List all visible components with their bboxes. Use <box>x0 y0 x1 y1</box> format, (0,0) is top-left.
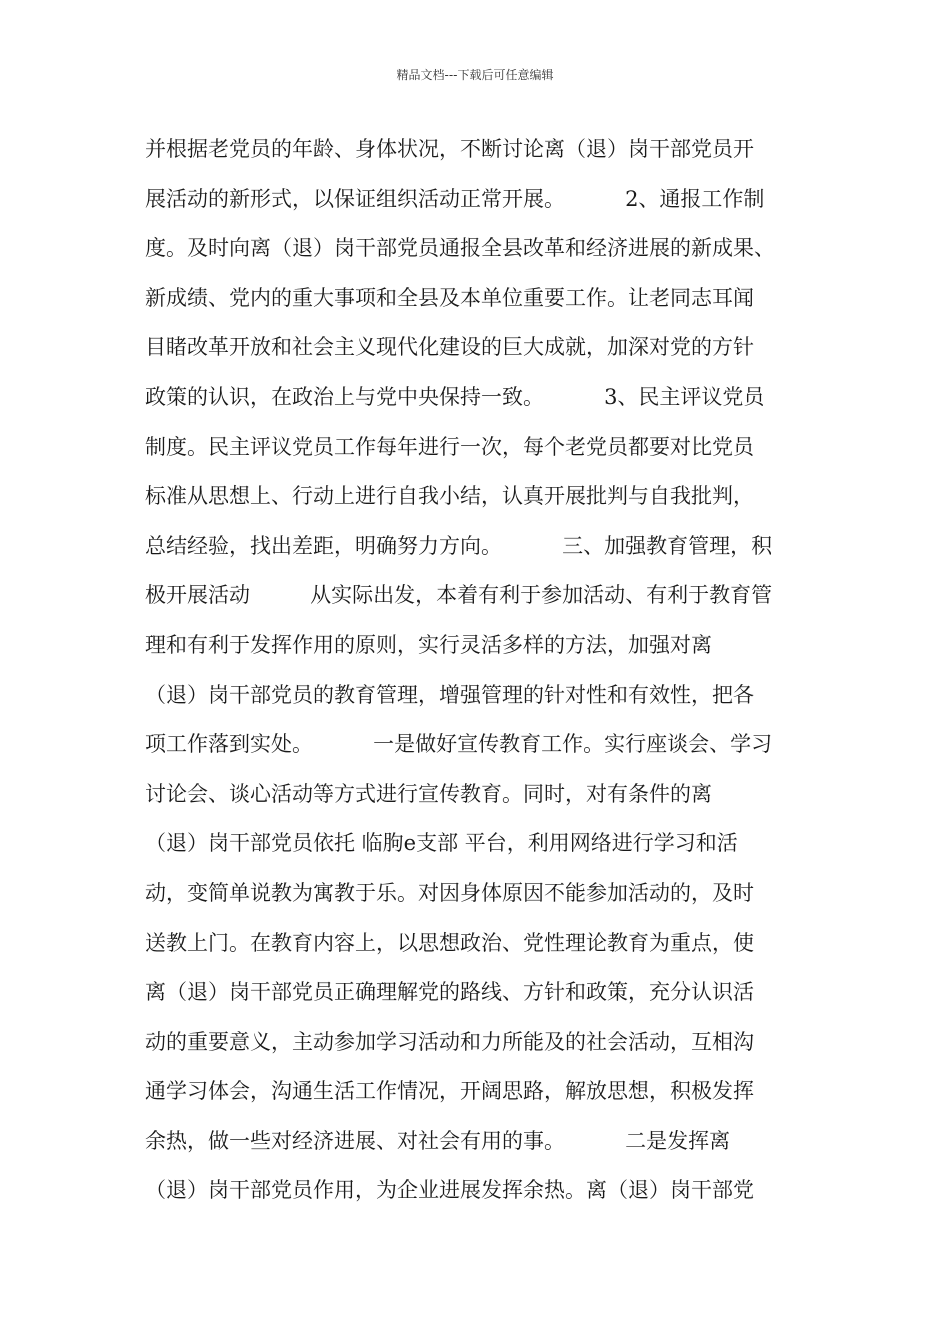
text-line: 制度。民主评议党员工作每年进行一次，每个老党员都要对比党员 <box>145 434 754 459</box>
text-line: 标准从思想上、行动上进行自我小结，认真开展批判与自我批判， <box>145 484 754 509</box>
text-line: 项工作落到实处。 一是做好宣传教育工作。实行座谈会、学习 <box>145 732 773 757</box>
text-line: 并根据老党员的年龄、身体状况，不断讨论离（退）岗干部党员开 <box>145 137 754 161</box>
document-body <box>145 125 825 1216</box>
text-line: 目睹改革开放和社会主义现代化建设的巨大成就，加深对党的方针 <box>145 335 754 360</box>
text-line: 总结经验，找出差距，明确努力方向。 三、加强教育管理，积 <box>145 533 773 558</box>
text-line: 余热，做一些对经济进展、对社会有用的事。 二是发挥离 <box>145 1128 731 1153</box>
text-line: 离（退）岗干部党员正确理解党的路线、方针和政策，充分认识活 <box>145 980 754 1005</box>
text-line: 政策的认识，在政治上与党中央保持一致。 3、民主评议党员 <box>145 384 765 409</box>
text-line: 动的重要意义，主动参加学习活动和力所能及的社会活动，互相沟 <box>145 1029 754 1054</box>
text-line: 度。及时向离（退）岗干部党员通报全县改革和经济进展的新成果、 <box>145 236 775 261</box>
text-line: （退）岗干部党员的教育管理，增强管理的针对性和有效性，把各 <box>145 682 754 707</box>
text-line: 极开展活动 从实际出发，本着有利于参加活动、有利于教育管 <box>145 583 773 608</box>
page-header: 精品文档---下载后可任意编辑 <box>396 68 554 82</box>
text-line: 通学习体会，沟通生活工作情况，开阔思路，解放思想，积极发挥 <box>145 1079 754 1104</box>
text-line: 讨论会、谈心活动等方式进行宣传教育。同时，对有条件的离 <box>145 781 712 806</box>
text-line: 展活动的新形式，以保证组织活动正常开展。 2、通报工作制 <box>145 186 765 211</box>
text-line: 新成绩、党内的重大事项和全县及本单位重要工作。让老同志耳闻 <box>145 285 754 310</box>
text-line: （退）岗干部党员作用，为企业进展发挥余热。离（退）岗干部党 <box>145 1178 754 1203</box>
text-line: 送教上门。在教育内容上，以思想政治、党性理论教育为重点，使 <box>145 930 754 955</box>
text-line: （退）岗干部党员依托 临朐e支部 平台，利用网络进行学习和活 <box>145 831 738 856</box>
text-line: 理和有利于发挥作用的原则，实行灵活多样的方法，加强对离 <box>145 632 712 657</box>
text-line: 动，变简单说教为寓教于乐。对因身体原因不能参加活动的，及时 <box>145 880 754 905</box>
